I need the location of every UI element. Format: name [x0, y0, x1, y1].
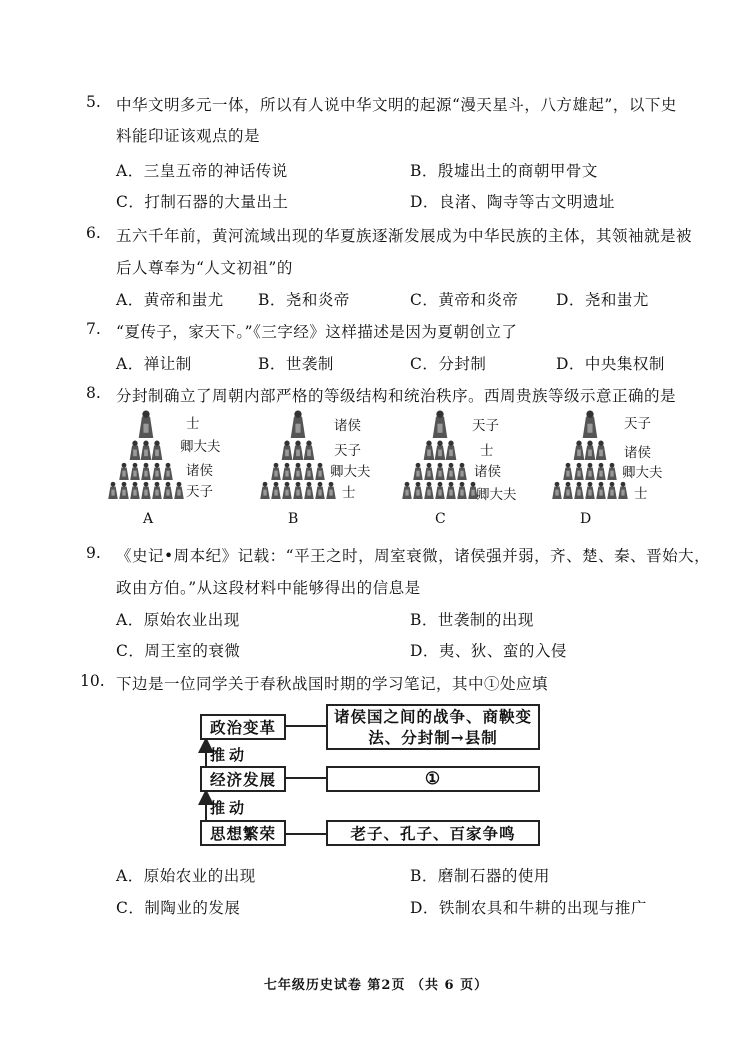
q9-option-b: B．世袭制的出现 [410, 611, 534, 629]
figure-label: 士 [634, 486, 648, 502]
figure-label: 卿大夫 [622, 465, 663, 481]
q6-option-c: C．黄帝和炎帝 [410, 291, 519, 309]
figure-label: 天子 [186, 484, 213, 500]
diagram-box-thought-detail: 老子、孔子、百家争鸣 [326, 820, 540, 846]
diagram-box-politics: 政治变革 [200, 714, 286, 740]
q9-option-d: D．夷、狄、蛮的入侵 [410, 642, 567, 660]
q6-option-d: D．尧和蚩尤 [556, 291, 649, 309]
diagram-box-politics-detail: 诸侯国之间的战争、商鞅变法、分封制→县制 [326, 704, 540, 750]
figure-label: 卿大夫 [476, 487, 517, 503]
q8-figure-c-letter: C [435, 511, 446, 527]
figure-label: 天子 [472, 418, 499, 434]
q9-stem-line2: 政由方伯。”从这段材料中能够得出的信息是 [116, 579, 421, 597]
figure-label: 士 [186, 416, 200, 432]
q6-option-a: A．黄帝和蚩尤 [116, 291, 224, 309]
q5-option-c: C．打制石器的大量出土 [116, 193, 289, 211]
figure-label: 士 [480, 443, 494, 459]
q7-number: 7. [86, 320, 101, 338]
figure-label: 天子 [334, 443, 361, 459]
diagram-box-thought: 思想繁荣 [200, 820, 286, 846]
q10-option-c: C．制陶业的发展 [116, 899, 241, 917]
figure-label: 诸侯 [624, 445, 651, 461]
figure-label: 诸侯 [474, 464, 501, 480]
q10-option-d: D．铁制农具和牛耕的出现与推广 [410, 899, 647, 917]
diagram-box-blank-1: ① [326, 766, 540, 792]
q10-option-b: B．磨制石器的使用 [410, 867, 550, 885]
q7-option-b: B．世袭制 [258, 355, 334, 373]
q5-option-a: A．三皇五帝的神话传说 [116, 162, 288, 180]
q9-option-c: C．周王室的衰微 [116, 642, 241, 660]
q9-option-a: A．原始农业出现 [116, 611, 240, 629]
q6-number: 6. [86, 224, 101, 242]
figure-label: 卿大夫 [330, 464, 371, 480]
q10-number: 10. [80, 672, 105, 690]
q5-option-d: D．良渚、陶寺等古文明遗址 [410, 193, 615, 211]
q5-number: 5. [86, 93, 101, 111]
q7-option-a: A．禅让制 [116, 355, 192, 373]
q7-stem-line1: “夏传子，家天下。”《三字经》这样描述是因为夏朝创立了 [116, 323, 518, 341]
figure-label: 诸侯 [186, 463, 213, 479]
figure-label: 天子 [624, 416, 651, 432]
diagram-box-economy: 经济发展 [200, 766, 286, 792]
q10-stem-line1: 下边是一位同学关于春秋战国时期的学习笔记，其中①处应填 [116, 675, 549, 693]
page-footer: 七年级历史试卷 第2页 （共 6 页） [263, 978, 489, 993]
q8-number: 8. [86, 384, 101, 402]
q6-option-b: B．尧和炎帝 [258, 291, 350, 309]
q10-option-a: A．原始农业的出现 [116, 867, 256, 885]
figure-label: 诸侯 [334, 418, 361, 434]
q5-stem-line2: 料能印证该观点的是 [116, 127, 261, 145]
q6-stem-line2: 后人尊奉为“人文初祖”的 [116, 259, 293, 277]
q8-figure-a-letter: A [143, 511, 154, 527]
q8-figure-b-letter: B [288, 511, 299, 527]
figure-label: 士 [342, 485, 356, 501]
q9-stem-line1: 《史记•周本纪》记载：“平王之时，周室衰微，诸侯强并弱，齐、楚、秦、晋始大， [116, 547, 711, 565]
q5-stem-line1: 中华文明多元一体，所以有人说中华文明的起源“漫天星斗，八方雄起”，以下史 [116, 96, 677, 114]
figure-label: 卿大夫 [180, 439, 221, 455]
q5-option-b: B．殷墟出土的商朝甲骨文 [410, 162, 598, 180]
diagram-push-label-1: 推动 [210, 746, 249, 764]
q9-number: 9. [86, 544, 101, 562]
q8-figure-d-letter: D [580, 511, 592, 527]
q8-stem-line1: 分封制确立了周朝内部严格的等级结构和统治秩序。西周贵族等级示意正确的是 [116, 387, 677, 405]
q7-option-d: D．中央集权制 [556, 355, 665, 373]
q7-option-c: C．分封制 [410, 355, 487, 373]
q6-stem-line1: 五六千年前，黄河流域出现的华夏族逐渐发展成为中华民族的主体，其领袖就是被 [116, 227, 693, 245]
diagram-push-label-2: 推动 [210, 799, 249, 817]
